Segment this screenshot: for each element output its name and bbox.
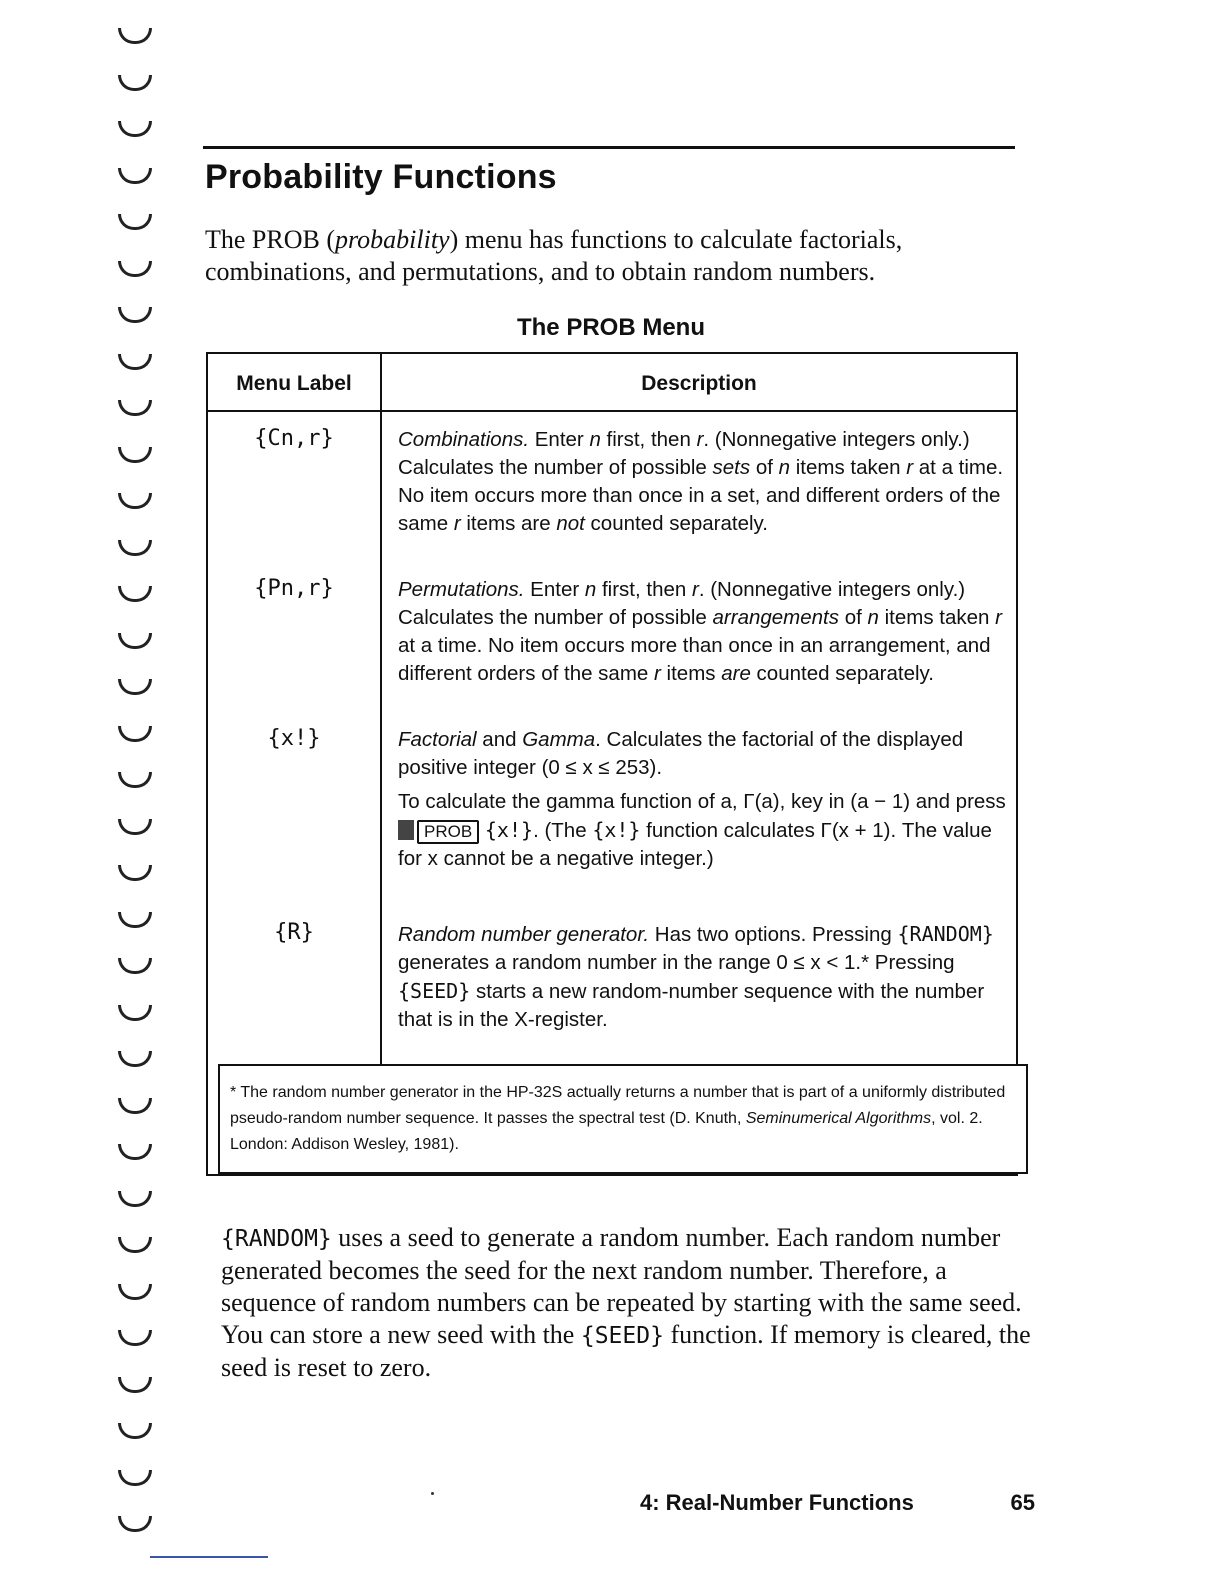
header-menu-label: Menu Label xyxy=(236,372,352,395)
binding-ring xyxy=(118,354,152,370)
binding-ring xyxy=(118,400,152,416)
header-description: Description xyxy=(641,372,757,395)
description-random: Random number generator. Has two options. Pressing {RANDOM} generates a random number in the range 0 ≤ x < 1.* Pressing {SEED} starts a new random-number sequence with the number that is in the X-register. xyxy=(398,922,994,1031)
description-factorial: Factorial and Gamma. Calculates the factorial of the displayed positive integer (0 ≤ x ≤ 253). To calculate the gamma function of a, Γ(a), key in (a − 1) and press PROB {x!}. (The {x!} function calculates Γ(x + 1). The value for x cannot be a negative integer.) xyxy=(398,728,1006,870)
chapter-title: 4: Real-Number Functions xyxy=(640,1490,914,1515)
bottom-mark-line xyxy=(150,1556,268,1558)
binding-ring xyxy=(118,1516,152,1532)
binding-ring xyxy=(118,447,152,463)
menu-label-cnr: {Cn,r} xyxy=(254,426,334,451)
stray-dot xyxy=(431,1492,434,1495)
prob-menu-table xyxy=(206,352,1018,1176)
binding-ring xyxy=(118,865,152,881)
binding-ring xyxy=(118,1377,152,1393)
footnote: * The random number generator in the HP-32S actually returns a number that is part of a uniformly distributed pseudo-random number sequence. It passes the spectral test (D. Knuth, Seminumerical Algorithms, vol. 2. London: Addison Wesley, 1981). xyxy=(230,1084,1006,1153)
binding-ring xyxy=(118,1144,152,1160)
binding-ring xyxy=(118,1098,152,1114)
page-footer xyxy=(640,1490,1035,1516)
table-title: The PROB Menu xyxy=(516,314,705,341)
footnote-box xyxy=(218,1064,1028,1174)
binding-ring xyxy=(118,1330,152,1346)
menu-label-random: {R} xyxy=(274,920,314,945)
binding-ring xyxy=(118,1284,152,1300)
description-permutations: Permutations. Enter n first, then r. (Nonnegative integers only.) Calculates the number of possible arrangements of n items taken r at a time. No item occurs more than once in an arrangement, and different orders of the same r items are counted separately. xyxy=(398,578,1002,685)
binding-ring xyxy=(118,679,152,695)
section-rule xyxy=(203,146,1015,149)
binding-ring xyxy=(118,493,152,509)
binding-ring xyxy=(118,261,152,277)
binding-ring xyxy=(118,819,152,835)
binding-ring xyxy=(118,121,152,137)
intro-paragraph: The PROB (probability) menu has functions to calculate factorials, combinations, and permutations, and to obtain random numbers. xyxy=(205,225,903,286)
binding-ring xyxy=(118,75,152,91)
prob-key: PROB xyxy=(417,820,479,844)
spiral-binding xyxy=(110,0,170,1584)
binding-ring xyxy=(118,28,152,44)
binding-ring xyxy=(118,912,152,928)
section-title: Probability Functions xyxy=(205,158,557,196)
binding-ring xyxy=(118,772,152,788)
binding-ring xyxy=(118,633,152,649)
binding-ring xyxy=(118,1191,152,1207)
column-divider xyxy=(380,354,382,1064)
menu-label-pnr: {Pn,r} xyxy=(254,576,334,601)
binding-ring xyxy=(118,1470,152,1486)
binding-ring xyxy=(118,1423,152,1439)
binding-ring xyxy=(118,214,152,230)
menu-label-factorial: {x!} xyxy=(267,726,321,751)
table-header-row xyxy=(208,354,1016,412)
shift-key-icon xyxy=(398,820,414,840)
binding-ring xyxy=(118,540,152,556)
binding-ring xyxy=(118,1005,152,1021)
binding-ring xyxy=(118,586,152,602)
binding-ring xyxy=(118,168,152,184)
binding-ring xyxy=(118,958,152,974)
binding-ring xyxy=(118,1237,152,1253)
page-number: 65 xyxy=(1010,1490,1035,1515)
random-seed-paragraph: {RANDOM} uses a seed to generate a random number. Each random number generated becomes the seed for the next random number. Therefore, a sequence of random numbers can be repeated by starting with the same seed. You can store a new seed with the {SEED} function. If memory is cleared, the seed is reset to zero. xyxy=(221,1223,1031,1382)
description-combinations: Combinations. Enter n first, then r. (Nonnegative integers only.) Calculates the number of possible sets of n items taken r at a time. No item occurs more than once in a set, and different orders of the same r items are not counted separately. xyxy=(398,428,1004,535)
binding-ring xyxy=(118,307,152,323)
binding-ring xyxy=(118,1051,152,1067)
binding-ring xyxy=(118,726,152,742)
